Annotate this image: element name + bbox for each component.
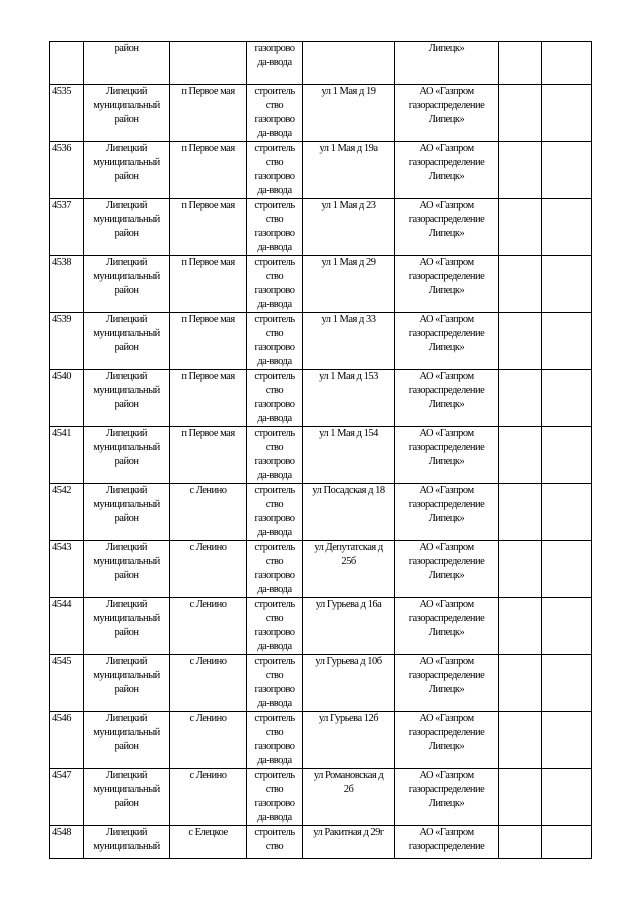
district-line: район: [114, 171, 139, 182]
org-cell: [395, 313, 499, 370]
empty-cell: [499, 256, 542, 313]
district-line: Липецкий: [106, 200, 147, 211]
empty-cell: [542, 826, 592, 859]
work-line: строитель: [254, 827, 295, 838]
work-line: строитель: [254, 713, 295, 724]
empty-cell: [542, 769, 592, 826]
work-cell: [247, 427, 303, 484]
empty-cell: [542, 484, 592, 541]
address-line: ул Депутатская д: [314, 542, 383, 553]
address-line: ул 1 Мая д 153: [319, 371, 378, 382]
address-cell: [303, 826, 395, 859]
district-line: район: [114, 684, 139, 695]
work-line: строитель: [254, 200, 295, 211]
locality-cell: с Ленино: [170, 598, 247, 655]
address-line: ул 1 Мая д 19а: [319, 143, 378, 154]
table-body: [50, 42, 592, 859]
org-cell: [395, 712, 499, 769]
district-line: район: [114, 342, 139, 353]
num-cell: 4546: [50, 712, 84, 769]
org-line: газораспределение: [408, 556, 485, 567]
district-line: район: [114, 43, 139, 54]
address-cell: [303, 484, 395, 541]
org-line: газораспределение: [408, 328, 485, 339]
work-line: ство: [265, 385, 284, 396]
org-line: АО «Газпром: [419, 200, 474, 211]
org-line: газораспределение: [408, 670, 485, 681]
org-line: Липецк»: [428, 627, 465, 638]
district-line: муниципальный: [93, 271, 160, 282]
locality-cell: с Ленино: [170, 541, 247, 598]
work-line: да-ввода: [257, 128, 292, 139]
empty-cell: [499, 199, 542, 256]
table-row: [50, 85, 592, 142]
district-line: район: [114, 570, 139, 581]
district-cell: [84, 769, 170, 826]
work-cell: [247, 199, 303, 256]
org-line: АО «Газпром: [419, 713, 474, 724]
org-line: Липецк»: [428, 456, 465, 467]
district-line: муниципальный: [93, 841, 160, 852]
org-cell: [395, 256, 499, 313]
work-line: строитель: [254, 656, 295, 667]
table-row: [50, 541, 592, 598]
num-cell: [50, 42, 84, 85]
work-line: строитель: [254, 485, 295, 496]
org-line: АО «Газпром: [419, 770, 474, 781]
org-line: газораспределение: [408, 784, 485, 795]
empty-cell: [499, 541, 542, 598]
address-cell: [303, 256, 395, 313]
work-cell: [247, 85, 303, 142]
district-line: муниципальный: [93, 784, 160, 795]
district-line: район: [114, 228, 139, 239]
org-line: АО «Газпром: [419, 827, 474, 838]
district-line: Липецкий: [106, 599, 147, 610]
district-cell: [84, 256, 170, 313]
table-row: [50, 712, 592, 769]
work-line: строитель: [254, 770, 295, 781]
district-cell: [84, 427, 170, 484]
locality-cell: п Первое мая: [170, 199, 247, 256]
district-line: Липецкий: [106, 428, 147, 439]
table-row: [50, 427, 592, 484]
address-cell: [303, 769, 395, 826]
address-line: ул Гурьева 12б: [318, 713, 379, 724]
work-line: газопрово: [254, 43, 295, 54]
org-line: газораспределение: [408, 613, 485, 624]
org-cell: [395, 85, 499, 142]
work-line: да-ввода: [257, 641, 292, 652]
locality-cell: [170, 42, 247, 85]
work-line: газопрово: [254, 513, 295, 524]
work-cell: [247, 484, 303, 541]
work-line: строитель: [254, 371, 295, 382]
work-cell: [247, 370, 303, 427]
district-line: муниципальный: [93, 727, 160, 738]
org-line: газораспределение: [408, 442, 485, 453]
table-row: [50, 655, 592, 712]
num-cell: 4543: [50, 541, 84, 598]
address-cell: [303, 42, 395, 85]
district-cell: [84, 598, 170, 655]
work-cell: [247, 256, 303, 313]
table-row: [50, 826, 592, 859]
org-line: Липецк»: [428, 741, 465, 752]
address-cell: [303, 712, 395, 769]
num-cell: 4537: [50, 199, 84, 256]
address-line: 2б: [343, 784, 354, 795]
district-cell: [84, 199, 170, 256]
org-cell: [395, 370, 499, 427]
work-line: ство: [265, 100, 284, 111]
work-line: ство: [265, 784, 284, 795]
org-line: Липецк»: [428, 285, 465, 296]
locality-cell: с Ленино: [170, 484, 247, 541]
work-line: газопрово: [254, 342, 295, 353]
empty-cell: [542, 199, 592, 256]
work-line: да-ввода: [257, 57, 292, 68]
continuation-row: [50, 42, 592, 85]
org-line: Липецк»: [428, 684, 465, 695]
empty-cell: [499, 484, 542, 541]
district-cell: [84, 313, 170, 370]
locality-cell: с Ленино: [170, 712, 247, 769]
org-line: АО «Газпром: [419, 257, 474, 268]
address-cell: [303, 370, 395, 427]
district-cell: [84, 712, 170, 769]
org-cell: [395, 199, 499, 256]
num-cell: 4542: [50, 484, 84, 541]
work-line: строитель: [254, 542, 295, 553]
work-cell: [247, 655, 303, 712]
work-line: строитель: [254, 86, 295, 97]
empty-cell: [542, 712, 592, 769]
locality-cell: п Первое мая: [170, 85, 247, 142]
district-line: Липецкий: [106, 371, 147, 382]
address-cell: [303, 313, 395, 370]
empty-cell: [499, 427, 542, 484]
table-row: [50, 598, 592, 655]
locality-cell: п Первое мая: [170, 370, 247, 427]
work-cell: [247, 769, 303, 826]
table-row: [50, 313, 592, 370]
org-cell: [395, 598, 499, 655]
num-cell: 4547: [50, 769, 84, 826]
district-line: Липецкий: [106, 713, 147, 724]
district-cell: [84, 42, 170, 85]
work-line: газопрово: [254, 741, 295, 752]
org-line: газораспределение: [408, 499, 485, 510]
work-line: газопрово: [254, 456, 295, 467]
work-line: да-ввода: [257, 413, 292, 424]
org-line: Липецк»: [428, 43, 465, 54]
work-line: да-ввода: [257, 755, 292, 766]
table-row: [50, 484, 592, 541]
locality-cell: п Первое мая: [170, 256, 247, 313]
org-line: АО «Газпром: [419, 86, 474, 97]
district-line: Липецкий: [106, 314, 147, 325]
district-cell: [84, 85, 170, 142]
work-cell: [247, 712, 303, 769]
district-line: Липецкий: [106, 485, 147, 496]
address-cell: [303, 142, 395, 199]
empty-cell: [542, 655, 592, 712]
org-line: АО «Газпром: [419, 485, 474, 496]
district-line: район: [114, 741, 139, 752]
org-cell: [395, 427, 499, 484]
address-cell: [303, 427, 395, 484]
table-row: [50, 370, 592, 427]
empty-cell: [542, 256, 592, 313]
work-line: строитель: [254, 599, 295, 610]
empty-cell: [542, 427, 592, 484]
address-cell: [303, 85, 395, 142]
work-line: да-ввода: [257, 470, 292, 481]
district-line: муниципальный: [93, 385, 160, 396]
locality-cell: п Первое мая: [170, 427, 247, 484]
locality-cell: с Ленино: [170, 769, 247, 826]
org-line: АО «Газпром: [419, 371, 474, 382]
empty-cell: [542, 42, 592, 85]
district-line: район: [114, 114, 139, 125]
org-line: АО «Газпром: [419, 542, 474, 553]
work-line: ство: [265, 442, 284, 453]
district-line: муниципальный: [93, 670, 160, 681]
address-line: ул 1 Мая д 33: [321, 314, 376, 325]
empty-cell: [542, 598, 592, 655]
work-line: ство: [265, 214, 284, 225]
district-line: район: [114, 285, 139, 296]
district-line: муниципальный: [93, 157, 160, 168]
work-line: да-ввода: [257, 185, 292, 196]
district-line: муниципальный: [93, 328, 160, 339]
num-cell: 4545: [50, 655, 84, 712]
work-line: строитель: [254, 143, 295, 154]
work-line: ство: [265, 670, 284, 681]
district-cell: [84, 370, 170, 427]
district-cell: [84, 484, 170, 541]
registry-table: [49, 41, 592, 859]
num-cell: 4539: [50, 313, 84, 370]
work-line: строитель: [254, 428, 295, 439]
district-cell: [84, 826, 170, 859]
district-line: район: [114, 627, 139, 638]
district-cell: [84, 142, 170, 199]
empty-cell: [542, 313, 592, 370]
address-line: ул Гурьева д 10б: [315, 656, 382, 667]
table-row: [50, 769, 592, 826]
address-line: 25б: [341, 556, 356, 567]
org-line: Липецк»: [428, 171, 465, 182]
locality-cell: с Ленино: [170, 655, 247, 712]
org-line: Липецк»: [428, 114, 465, 125]
district-cell: [84, 541, 170, 598]
empty-cell: [542, 541, 592, 598]
address-line: ул 1 Мая д 154: [319, 428, 378, 439]
district-line: Липецкий: [106, 656, 147, 667]
address-line: ул Романовская д: [313, 770, 384, 781]
locality-cell: п Первое мая: [170, 142, 247, 199]
work-line: газопрово: [254, 399, 295, 410]
work-line: газопрово: [254, 114, 295, 125]
address-line: ул Посадская д 18: [312, 485, 385, 496]
org-cell: [395, 142, 499, 199]
num-cell: 4536: [50, 142, 84, 199]
district-line: Липецкий: [106, 143, 147, 154]
table-row: [50, 142, 592, 199]
org-line: газораспределение: [408, 214, 485, 225]
work-line: газопрово: [254, 285, 295, 296]
num-cell: 4538: [50, 256, 84, 313]
org-line: Липецк»: [428, 399, 465, 410]
org-cell: [395, 541, 499, 598]
org-line: АО «Газпром: [419, 599, 474, 610]
work-line: ство: [265, 613, 284, 624]
district-line: Липецкий: [106, 770, 147, 781]
empty-cell: [499, 370, 542, 427]
org-line: газораспределение: [408, 271, 485, 282]
org-line: Липецк»: [428, 228, 465, 239]
district-line: район: [114, 456, 139, 467]
empty-cell: [499, 313, 542, 370]
district-line: Липецкий: [106, 827, 147, 838]
district-line: муниципальный: [93, 499, 160, 510]
work-line: газопрово: [254, 684, 295, 695]
district-line: Липецкий: [106, 86, 147, 97]
address-line: ул 1 Мая д 19: [321, 86, 376, 97]
work-cell: [247, 42, 303, 85]
work-cell: [247, 598, 303, 655]
address-line: ул Гурьева д 16а: [315, 599, 382, 610]
work-line: строитель: [254, 314, 295, 325]
org-line: газораспределение: [408, 385, 485, 396]
work-cell: [247, 313, 303, 370]
empty-cell: [499, 42, 542, 85]
district-line: Липецкий: [106, 257, 147, 268]
district-line: муниципальный: [93, 442, 160, 453]
work-line: ство: [265, 556, 284, 567]
work-line: ство: [265, 727, 284, 738]
org-line: АО «Газпром: [419, 314, 474, 325]
district-line: муниципальный: [93, 100, 160, 111]
district-line: муниципальный: [93, 613, 160, 624]
address-cell: [303, 598, 395, 655]
work-line: ство: [265, 841, 284, 852]
district-line: район: [114, 513, 139, 524]
work-line: да-ввода: [257, 242, 292, 253]
work-line: да-ввода: [257, 356, 292, 367]
org-line: АО «Газпром: [419, 143, 474, 154]
district-cell: [84, 655, 170, 712]
org-line: АО «Газпром: [419, 656, 474, 667]
address-line: ул Ракитная д 29г: [313, 827, 384, 838]
work-cell: [247, 826, 303, 859]
org-line: Липецк»: [428, 342, 465, 353]
work-line: да-ввода: [257, 584, 292, 595]
org-line: газораспределение: [408, 841, 485, 852]
work-cell: [247, 541, 303, 598]
work-line: газопрово: [254, 798, 295, 809]
empty-cell: [542, 85, 592, 142]
work-line: газопрово: [254, 228, 295, 239]
empty-cell: [499, 826, 542, 859]
empty-cell: [499, 85, 542, 142]
work-line: да-ввода: [257, 299, 292, 310]
empty-cell: [499, 655, 542, 712]
org-line: Липецк»: [428, 570, 465, 581]
work-line: ство: [265, 157, 284, 168]
work-line: ство: [265, 328, 284, 339]
work-line: строитель: [254, 257, 295, 268]
work-line: ство: [265, 499, 284, 510]
work-line: газопрово: [254, 570, 295, 581]
empty-cell: [499, 712, 542, 769]
work-line: ство: [265, 271, 284, 282]
district-line: муниципальный: [93, 214, 160, 225]
district-line: Липецкий: [106, 542, 147, 553]
org-line: Липецк»: [428, 513, 465, 524]
locality-cell: с Елецкое: [170, 826, 247, 859]
org-cell: [395, 769, 499, 826]
district-line: муниципальный: [93, 556, 160, 567]
work-line: газопрово: [254, 627, 295, 638]
table-row: [50, 199, 592, 256]
num-cell: 4535: [50, 85, 84, 142]
org-cell: [395, 42, 499, 85]
district-line: район: [114, 399, 139, 410]
work-line: газопрово: [254, 171, 295, 182]
empty-cell: [499, 598, 542, 655]
locality-cell: п Первое мая: [170, 313, 247, 370]
empty-cell: [499, 142, 542, 199]
address-line: ул 1 Мая д 29: [321, 257, 376, 268]
district-line: район: [114, 798, 139, 809]
num-cell: 4540: [50, 370, 84, 427]
address-cell: [303, 541, 395, 598]
empty-cell: [542, 142, 592, 199]
org-cell: [395, 484, 499, 541]
org-line: газораспределение: [408, 157, 485, 168]
num-cell: 4548: [50, 826, 84, 859]
org-line: газораспределение: [408, 100, 485, 111]
address-cell: [303, 199, 395, 256]
empty-cell: [542, 370, 592, 427]
org-line: Липецк»: [428, 798, 465, 809]
org-cell: [395, 655, 499, 712]
work-cell: [247, 142, 303, 199]
org-line: АО «Газпром: [419, 428, 474, 439]
table-row: [50, 256, 592, 313]
work-line: да-ввода: [257, 527, 292, 538]
num-cell: 4541: [50, 427, 84, 484]
org-cell: [395, 826, 499, 859]
empty-cell: [499, 769, 542, 826]
address-cell: [303, 655, 395, 712]
address-line: ул 1 Мая д 23: [321, 200, 376, 211]
num-cell: 4544: [50, 598, 84, 655]
work-line: да-ввода: [257, 812, 292, 823]
org-line: газораспределение: [408, 727, 485, 738]
work-line: да-ввода: [257, 698, 292, 709]
